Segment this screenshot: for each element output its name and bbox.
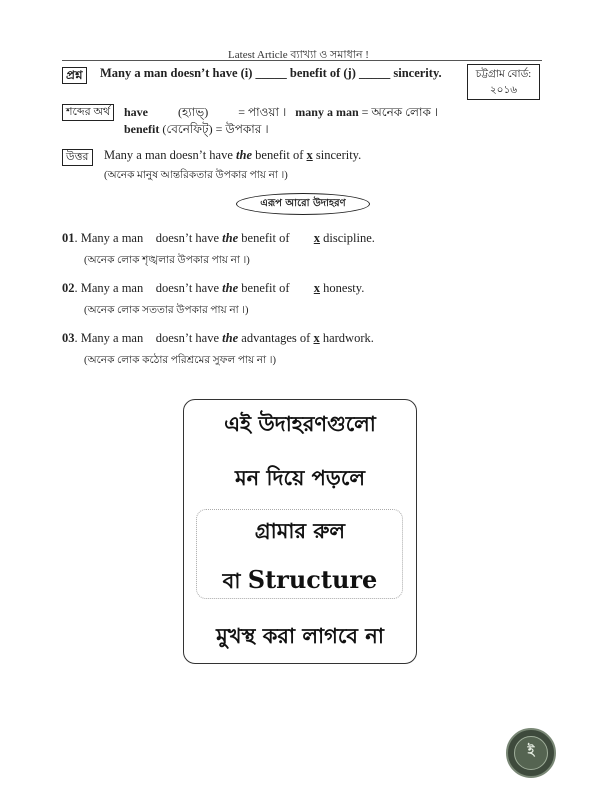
- answer-sentence: [104, 148, 361, 163]
- example-3-translation: (অনেক লোক কঠোর পরিশ্রমের সুফল পায় না ।): [84, 355, 276, 366]
- example-article: the: [222, 231, 239, 245]
- tip-line-2: মন দিয়ে পড়লে: [235, 466, 365, 490]
- word-many-a-man-meaning: = অনেক লোক ।: [361, 105, 439, 119]
- word-benefit-meaning: (বেনেফিট্) = উপকার ।: [162, 122, 269, 136]
- example-x-mark: x: [313, 331, 320, 345]
- example-x-mark: x: [313, 281, 321, 295]
- example-post: hardwork.: [322, 331, 374, 345]
- example-1-translation: (অনেক লোক শৃঙ্খলার উপকার পায় না ।): [84, 255, 250, 266]
- example-number: 01: [62, 231, 75, 245]
- answer-post: sincerity.: [315, 148, 362, 162]
- question-text: Many a man doesn’t have (i) _____ benefit of (j) _____ sincerity.: [100, 66, 442, 80]
- example-pre: . Many a man doesn’t have: [74, 281, 220, 295]
- example-number: 02: [62, 281, 75, 295]
- tip-line-5: মুখস্থ করা লাগবে না: [216, 624, 384, 648]
- word-many-a-man: many a man: [295, 105, 359, 119]
- board-box: [467, 64, 540, 100]
- word-meaning-label: শব্দের অর্থ: [62, 104, 114, 121]
- board-year: ২০১৬: [489, 85, 518, 96]
- example-pre: . Many a man doesn’t have: [74, 331, 220, 345]
- word-meaning-line-2: [124, 121, 269, 141]
- tip-line-4-word: Structure: [247, 565, 378, 594]
- word-have: have: [124, 105, 148, 119]
- example-article: the: [222, 331, 239, 345]
- tip-line-1: এই উদাহরণগুলো: [224, 412, 376, 436]
- example-2: [62, 281, 364, 296]
- tip-line-4: [183, 565, 417, 600]
- page-header: Latest Article ব্যাখ্যা ও সমাধান !: [228, 49, 369, 61]
- header-rule: [62, 60, 542, 61]
- example-mid: benefit of: [241, 231, 290, 245]
- example-mid: benefit of: [241, 281, 290, 295]
- answer-mid: benefit of: [255, 148, 304, 162]
- answer-translation: (অনেক মানুষ আন্তরিকতার উপকার পায় না ।): [104, 170, 288, 181]
- example-x-mark: x: [313, 231, 321, 245]
- example-post: honesty.: [323, 281, 365, 295]
- word-have-pron: (হ্যাভ্): [178, 105, 209, 119]
- section-title: এরূপ আরো উদাহরণ: [236, 193, 370, 215]
- answer-pre: Many a man doesn’t have: [104, 148, 233, 162]
- example-article: the: [222, 281, 239, 295]
- word-benefit: benefit: [124, 122, 160, 136]
- example-2-translation: (অনেক লোক সততার উপকার পায় না ।): [84, 305, 249, 316]
- example-3: [62, 331, 374, 346]
- answer-label: উত্তর: [62, 149, 93, 166]
- example-mid: advantages of: [241, 331, 311, 345]
- book-icon: ই: [514, 736, 548, 770]
- answer-x-mark: x: [306, 148, 313, 162]
- example-1: [62, 231, 375, 246]
- example-number: 03: [62, 331, 75, 345]
- question-label: প্রশ্ন: [62, 67, 87, 84]
- board-name: চট্টগ্রাম বোর্ড:: [475, 69, 532, 80]
- tip-line-4-prefix: বা: [222, 569, 241, 593]
- example-post: discipline.: [323, 231, 375, 245]
- answer-article: the: [236, 148, 253, 162]
- tip-line-3: গ্রামার রুল: [254, 519, 346, 543]
- word-have-meaning: = পাওয়া ।: [238, 105, 287, 119]
- example-pre: . Many a man doesn’t have: [74, 231, 220, 245]
